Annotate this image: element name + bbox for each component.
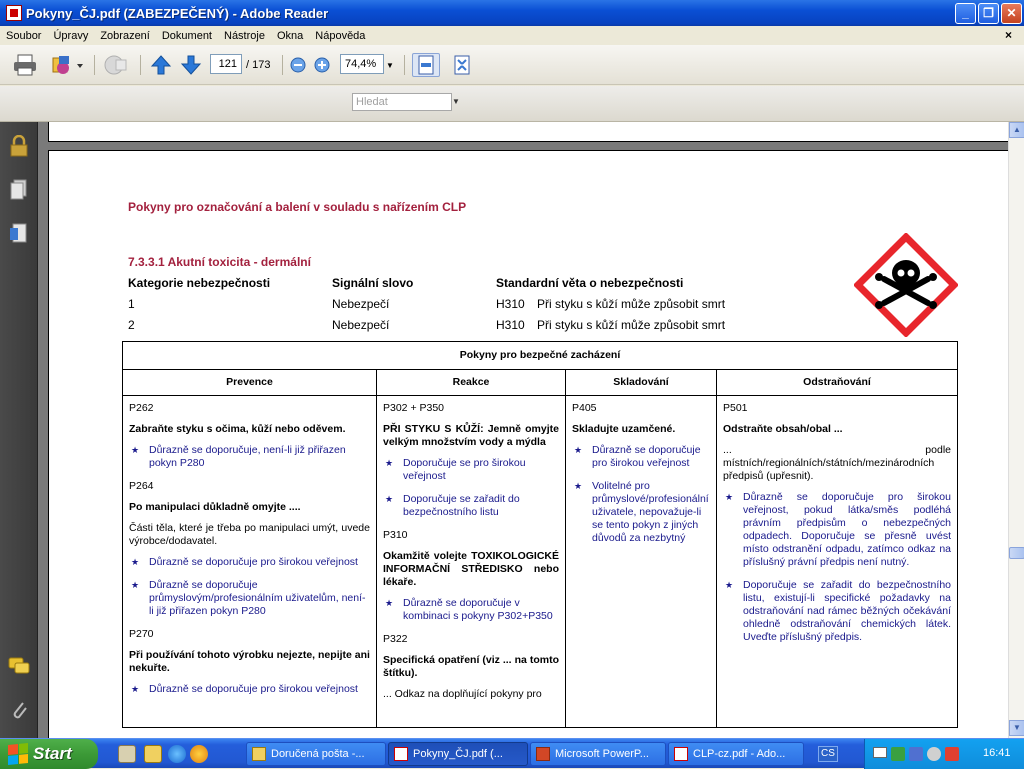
printer-icon	[13, 54, 37, 76]
hazard-row-category: 1	[128, 297, 135, 311]
hazard-row-code: H310	[496, 318, 525, 332]
find-toolbar	[0, 86, 1024, 122]
mail-icon[interactable]	[873, 747, 887, 758]
menu-napoveda[interactable]: Nápověda	[315, 29, 366, 42]
list-item: ★ Volitelné pro průmyslové/profesionální uživatele, nepovažuje-li se tento pokyn z jiných důvodů za nezbytný	[572, 480, 710, 545]
title-bar[interactable]	[0, 0, 1024, 26]
menu-soubor[interactable]: Soubor	[6, 29, 42, 42]
pdf-app-icon[interactable]	[6, 5, 22, 21]
menu-upravy[interactable]: Úpravy	[53, 29, 89, 42]
precaution-table-title: Pokyny pro bezpečné zacházení	[123, 342, 957, 370]
outlook-icon	[252, 747, 266, 761]
security-icon[interactable]	[945, 747, 959, 761]
zoom-out-button[interactable]	[288, 53, 308, 77]
list-item: ★ Doporučuje se zařadit do bezpečnostního listu, existují-li specifické požadavky na odstraňování nad rámec běžných očekávání ohledně odstraňování chemických látek. Uveďte příslušný předpis.	[723, 579, 951, 644]
cell-skladovani	[566, 396, 716, 727]
p322-code: P322	[383, 633, 408, 645]
menu-dokument[interactable]: Dokument	[161, 29, 212, 42]
multimedia-tools-icon	[50, 54, 84, 76]
powerpoint-icon	[536, 747, 550, 761]
hazard-header-category: Kategorie nebezpečnosti	[128, 276, 271, 290]
menu-bar	[0, 26, 1024, 45]
p501-note: ... podle místních/regionálních/státních/mezinárodních předpisů (upřesnit).	[723, 444, 951, 482]
search-input[interactable]: Hledat	[352, 93, 452, 111]
tray-app-icon[interactable]	[891, 747, 905, 761]
column-header-prevence: Prevence	[123, 370, 377, 396]
minimize-button[interactable]: _	[955, 3, 976, 24]
page-number-input[interactable]: 121	[210, 54, 242, 74]
previous-page-button[interactable]	[148, 53, 174, 77]
document-close-icon[interactable]: ×	[1004, 28, 1012, 42]
task-label: Microsoft PowerP...	[555, 748, 649, 760]
list-item: ★ Důrazně se doporučuje v kombinaci s pokyny P302+P350	[383, 597, 559, 623]
print-button[interactable]	[10, 53, 40, 77]
p262-code: P262	[129, 402, 154, 414]
menu-nastroje[interactable]: Nástroje	[224, 29, 265, 42]
outlook-quicklaunch-icon[interactable]	[144, 745, 162, 763]
window-title: Pokyny_ČJ.pdf (ZABEZPEČENÝ) - Adobe Reader	[26, 5, 329, 21]
p501-text: Odstraňte obsah/obal ...	[723, 423, 843, 435]
menu-okna[interactable]: Okna	[276, 29, 304, 42]
page-thumbnails-icon[interactable]	[8, 178, 30, 202]
hazard-row-text: Při styku s kůží může způsobit smrt	[537, 297, 726, 311]
task-outlook[interactable]	[246, 742, 386, 766]
system-tray	[864, 739, 1024, 769]
pdf-icon	[674, 747, 688, 761]
task-clp-pdf[interactable]	[668, 742, 804, 766]
p270-text: Při používání tohoto výrobku nejezte, nepijte ani nekuřte.	[129, 649, 370, 674]
fit-width-icon	[416, 55, 436, 75]
p262-text: Zabraňte styku s očima, kůží nebo oděvem.	[129, 423, 346, 435]
p310-text: Okamžitě volejte TOXIKOLOGICKÉ INFORMAČNÍ STŘEDISKO nebo lékaře.	[383, 550, 559, 588]
list-item: ★ Důrazně se doporučuje pro širokou veřejnost, pokud látka/směs podléhá právním předpisům o nebezpečných odpadech. Doporučuje se přesně uvést místo odstranění odpadu, zatímco odkaz na příslušný právní předpis není nutný.	[723, 491, 951, 569]
navigation-pane	[0, 122, 38, 738]
next-page-button[interactable]	[178, 53, 204, 77]
page-total-label: / 173	[246, 59, 271, 71]
zoom-in-button[interactable]	[312, 53, 332, 77]
hazard-row-text: Při styku s kůží může způsobit smrt	[537, 318, 726, 332]
list-item: ★ Důrazně se doporučuje pro širokou veřejnost	[129, 683, 370, 696]
arrow-up-icon	[150, 54, 172, 76]
section-title: Pokyny pro označování a balení v souladu s nařízením CLP	[128, 200, 467, 214]
p405-text: Skladujte uzamčené.	[572, 423, 676, 435]
fit-page-button[interactable]	[448, 53, 476, 77]
toolbar	[0, 45, 1024, 85]
list-item: ★ Doporučuje se pro širokou veřejnost	[383, 457, 559, 483]
start-button[interactable]	[0, 739, 98, 769]
zoom-dropdown-icon[interactable]: ▼	[386, 60, 394, 70]
hazard-header-statement: Standardní věta o nebezpečnosti	[496, 276, 684, 290]
cell-odstranovani	[717, 396, 957, 727]
p322-note: ... Odkaz na doplňující pokyny pro	[383, 688, 542, 700]
list-item: ★ Důrazně se doporučuje, není-li již přiřazen pokyn P280	[129, 444, 370, 470]
p302-code: P302 + P350	[383, 402, 445, 414]
close-button[interactable]: ✕	[1001, 3, 1022, 24]
hazard-row-signal: Nebezpečí	[332, 297, 390, 311]
previous-page-edge	[48, 122, 1008, 142]
desktop-quicklaunch-icon[interactable]	[118, 745, 136, 763]
precautionary-table	[122, 341, 958, 728]
scroll-up-icon[interactable]: ▲	[1009, 122, 1024, 138]
hazard-row-category: 2	[128, 318, 135, 332]
tools-dropdown-button[interactable]	[48, 53, 86, 77]
subsection-title: 7.3.3.1 Akutní toxicita - dermální	[128, 255, 311, 269]
zoom-out-icon	[290, 57, 306, 73]
task-pokyny-pdf[interactable]	[388, 742, 528, 766]
zoom-level-select[interactable]: 74,4%	[340, 54, 384, 74]
bookmarks-icon[interactable]	[8, 222, 30, 246]
p302-text: PŘI STYKU S KŮŽÍ: Jemně omyjte velkým množstvím vody a mýdla	[383, 423, 559, 448]
task-powerpoint[interactable]	[530, 742, 666, 766]
pdf-icon	[394, 747, 408, 761]
security-lock-icon[interactable]	[8, 134, 30, 158]
task-label: Pokyny_ČJ.pdf (...	[413, 748, 503, 760]
precaution-column-headers	[123, 370, 957, 396]
internet-explorer-icon[interactable]	[168, 745, 186, 763]
fit-page-icon	[452, 55, 472, 75]
windows-taskbar	[0, 738, 1024, 768]
windows-logo-icon	[8, 743, 28, 765]
search-dropdown-icon[interactable]: ▼	[452, 97, 460, 106]
task-label: CLP-cz.pdf - Ado...	[693, 748, 786, 760]
p270-code: P270	[129, 628, 154, 640]
start-label: Start	[33, 744, 72, 763]
comments-icon[interactable]	[8, 654, 30, 678]
language-indicator[interactable]: CS	[818, 746, 838, 762]
volume-icon[interactable]	[927, 747, 941, 761]
list-item: ★ Důrazně se doporučuje pro širokou veřejnost	[129, 556, 370, 569]
attachments-icon[interactable]	[8, 698, 30, 722]
cell-reakce	[377, 396, 565, 727]
p501-code: P501	[723, 402, 748, 414]
hazard-row-signal: Nebezpečí	[332, 318, 390, 332]
menu-zobrazeni[interactable]: Zobrazení	[100, 29, 150, 42]
p264-note: Části těla, které je třeba po manipulaci umýt, uvede výrobce/dodavatel.	[129, 522, 370, 547]
list-item: ★ Doporučuje se zařadit do bezpečnostního listu	[383, 493, 559, 519]
arrow-down-icon	[180, 54, 202, 76]
network-icon[interactable]	[909, 747, 923, 761]
p264-code: P264	[129, 480, 154, 492]
hazard-header-signal: Signální slovo	[332, 276, 414, 290]
sign-disabled-icon	[102, 54, 130, 76]
p322-text: Specifická opatření (viz ... na tomto štítku).	[383, 654, 559, 679]
pdf-page	[48, 150, 1008, 738]
p310-code: P310	[383, 529, 408, 541]
zoom-in-icon	[314, 57, 330, 73]
cell-prevence	[123, 396, 376, 727]
document-view[interactable]	[38, 122, 1008, 738]
hazard-row-code: H310	[496, 297, 525, 311]
scroll-down-icon[interactable]: ▼	[1009, 720, 1024, 736]
maximize-button[interactable]: ❐	[978, 3, 999, 24]
sign-button[interactable]	[100, 53, 132, 77]
clock: 16:41	[983, 747, 1011, 759]
scrollbar-thumb[interactable]	[1009, 547, 1024, 559]
task-label: Doručená pošta -...	[271, 748, 365, 760]
column-header-odstranovani: Odstraňování	[803, 376, 871, 388]
media-player-icon[interactable]	[190, 745, 208, 763]
column-header-reakce: Reakce	[377, 370, 566, 396]
column-header-skladovani: Skladování	[566, 370, 717, 396]
vertical-scrollbar[interactable]	[1008, 122, 1024, 738]
list-item: ★ Důrazně se doporučuje průmyslovým/profesionálním uživatelům, není-li již přiřazen pokyn P280	[129, 579, 370, 618]
list-item: ★ Důrazně se doporučuje pro širokou veřejnost	[572, 444, 710, 470]
fit-width-button[interactable]	[412, 53, 440, 77]
p264-text: Po manipulaci důkladně omyjte ....	[129, 501, 301, 513]
p405-code: P405	[572, 402, 597, 414]
skull-crossbones-pictogram-icon	[854, 233, 958, 337]
